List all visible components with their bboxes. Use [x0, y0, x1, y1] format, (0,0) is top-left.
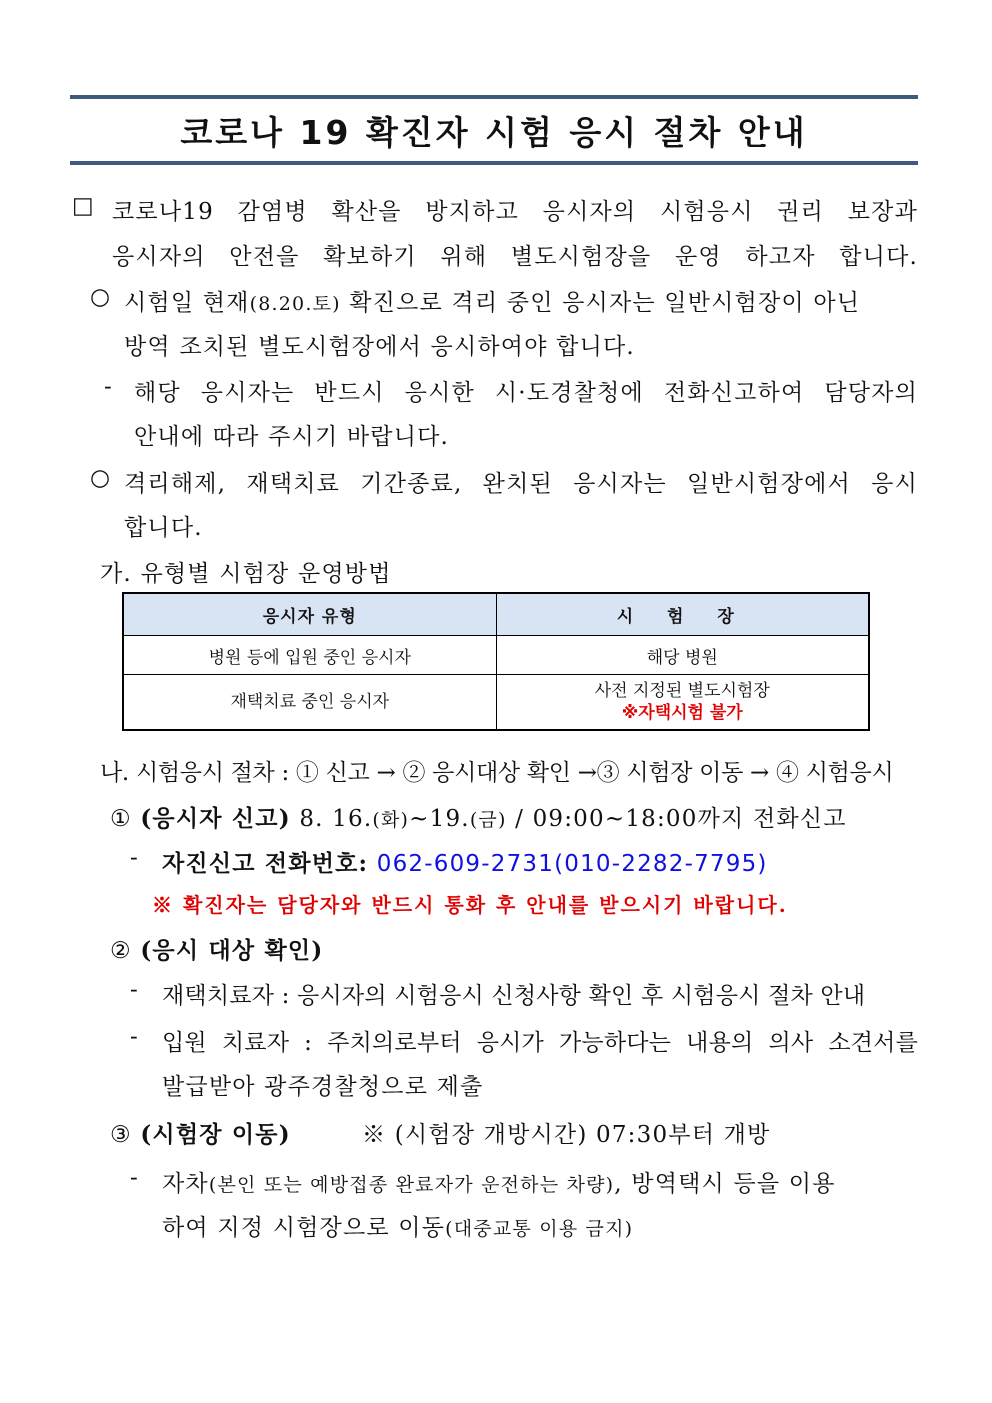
step3-item-line2b: (대중교통 이용 금지) [445, 1218, 634, 1240]
step1-date-a: 8. 16. [299, 806, 373, 832]
step2-number: ② [110, 938, 132, 964]
table-row [123, 636, 869, 675]
step2-item1: 재택치료자 : 응시자의 시험응시 신청사항 확인 후 시험응시 절차 안내 [162, 983, 866, 1009]
table-cell-site [496, 675, 869, 731]
step1-phone-label: 자진신고 전화번호: [162, 850, 369, 877]
step3-label: (시험장 이동) [140, 1121, 291, 1148]
intro-line2: 응시자의 안전을 확보하기 위해 별도시험장을 운영 하고자 합니다. [112, 244, 918, 270]
step1-notice: ※ 확진자는 담당자와 반드시 통화 후 안내를 받으시기 바랍니다. [152, 893, 788, 917]
bullet1-line2: 방역 조치된 별도시험장에서 응시하여야 합니다. [124, 334, 635, 360]
bullet2-line1: 격리해제, 재택치료 기간종료, 완치된 응시자는 일반시험장에서 응시 [124, 471, 918, 497]
intro-marker: □ [72, 193, 95, 219]
step1-number: ① [110, 806, 132, 832]
step3-item-line1 [162, 1165, 836, 1198]
venue-table [122, 592, 870, 731]
bullet1-marker: ○ [90, 284, 112, 310]
table-cell-site-text: 사전 지정된 별도시험장 [594, 681, 770, 701]
step3-item-a: 자차 [162, 1171, 209, 1197]
step2-dash-2: - [130, 1024, 139, 1050]
step3-number: ③ [110, 1122, 132, 1148]
intro-line1: 코로나19 감염병 확산을 방지하고 응시자의 시험응시 권리 보장과 [112, 199, 918, 225]
title-box [70, 95, 918, 165]
step3-dash: - [130, 1165, 139, 1191]
bullet1-line1 [124, 284, 918, 317]
step2-line [110, 932, 323, 965]
bullet1-date: (8.20.토) [249, 293, 341, 315]
table-cell-site: 해당 병원 [496, 636, 869, 675]
step2-label: (응시 대상 확인) [140, 937, 324, 964]
table-row [123, 675, 869, 731]
table-header-type: 응시자 유형 [123, 593, 496, 636]
step1-date-d: (금) [469, 809, 507, 831]
dash1-line1: 해당 응시자는 반드시 응시한 시·도경찰청에 전화신고하여 담당자의 [134, 380, 918, 406]
dash1-line2: 안내에 따라 주시기 바랍니다. [134, 424, 450, 450]
section-na-heading: 나. 시험응시 절차 : ① 신고 → ② 응시대상 확인 →③ 시험장 이동 → ④ 시험응시 [100, 760, 894, 786]
section-ga-heading: 가. 유형별 시험장 운영방법 [100, 561, 392, 587]
bullet1-text-a: 시험일 현재 [124, 290, 250, 316]
step3-note: ※ (시험장 개방시간) 07:30부터 개방 [362, 1122, 771, 1148]
dash1-marker: - [104, 374, 113, 400]
title-bottom-rule [70, 161, 918, 165]
step3-item-c: , 방역택시 등을 이용 [614, 1171, 836, 1197]
step1-phone-marker: - [130, 845, 139, 871]
step3-item-b: (본인 또는 예방접종 완료자가 운전하는 차량) [208, 1174, 615, 1196]
table-header-row [123, 593, 869, 636]
step1-time: / 09:00~18:00까지 전화신고 [506, 806, 847, 832]
bullet2-line2: 합니다. [124, 515, 203, 541]
step1-line [110, 800, 847, 833]
step2-item2-line1: 입원 치료자 : 주치의로부터 응시가 가능하다는 내용의 의사 소견서를 [162, 1030, 918, 1056]
bullet1-text-c: 확진으로 격리 중인 응시자는 일반시험장이 아닌 [340, 290, 861, 316]
step2-item2-line2: 발급받아 광주경찰청으로 제출 [162, 1074, 484, 1100]
table-cell-type: 재택치료 중인 응시자 [123, 675, 496, 731]
step1-date-b: (화) [372, 809, 410, 831]
step3-item-line2 [162, 1209, 633, 1242]
step1-phone-number: 062-609-2731(010-2282-7795) [376, 851, 768, 877]
bullet2-marker: ○ [90, 465, 112, 491]
step1-phone-line [162, 845, 768, 878]
table-cell-type: 병원 등에 입원 중인 응시자 [123, 636, 496, 675]
table-header-site: 시 험 장 [496, 593, 869, 636]
step1-date-c: ~19. [409, 806, 470, 832]
table-cell-site-note: ※자택시험 불가 [621, 703, 743, 723]
step1-label: (응시자 신고) [140, 805, 291, 832]
step2-dash-1: - [130, 977, 139, 1003]
page-title: 코로나 19 확진자 시험 응시 절차 안내 [180, 113, 808, 152]
step3-line [110, 1116, 291, 1149]
step3-item-line2a: 하여 지정 시험장으로 이동 [162, 1215, 446, 1241]
